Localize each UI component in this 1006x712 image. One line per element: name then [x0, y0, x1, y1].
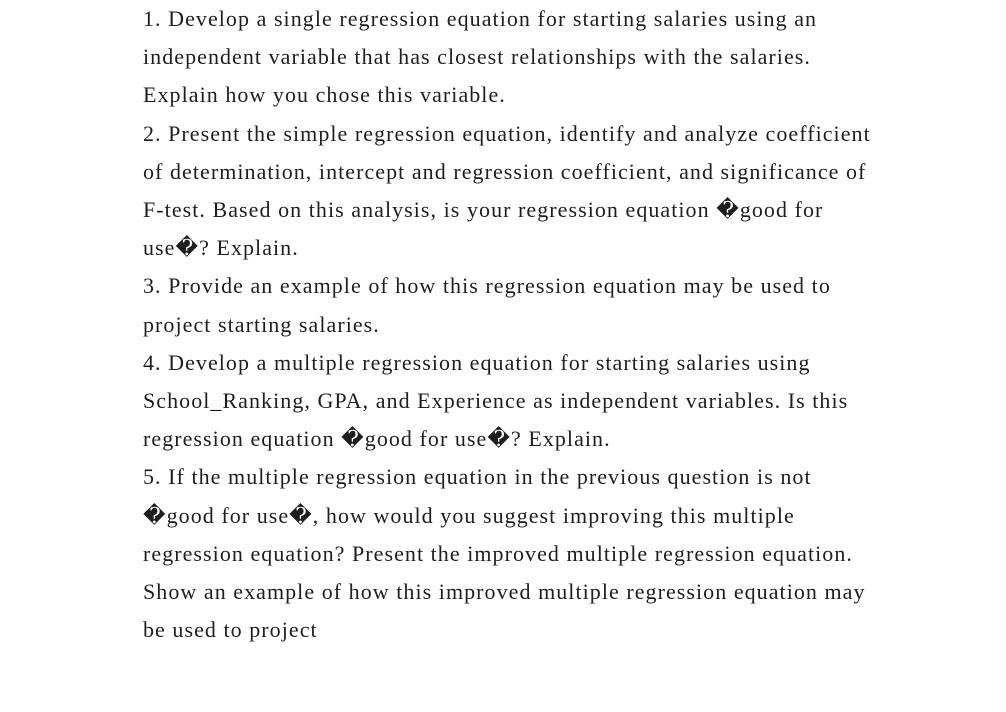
question-1: 1. Develop a single regression equation for starting salaries using an independent variable that has closest relationships with the salaries. Explain how you chose this variable. [143, 6, 818, 108]
question-2: 2. Present the simple regression equation, identify and analyze coefficient of determination, intercept and regression coefficient, and significance of F-test. Based on this analysis, is your regression equation �good for use�? Explain. [143, 120, 871, 261]
question-5: 5. If the multiple regression equation in the previous question is not �good for use�, how would you suggest improving this multiple regression equation? Present the improved multiple regression equation. Show an example of how this improved multiple regression equation may be used to project [143, 464, 866, 643]
question-4: 4. Develop a multiple regression equation for starting salaries using School_Ranking, GPA, and Experience as independent variables. Is this regression equation �good for use�? Explain. [143, 349, 849, 452]
document-body [143, 0, 883, 649]
question-3: 3. Provide an example of how this regression equation may be used to project starting salaries. [143, 273, 831, 337]
